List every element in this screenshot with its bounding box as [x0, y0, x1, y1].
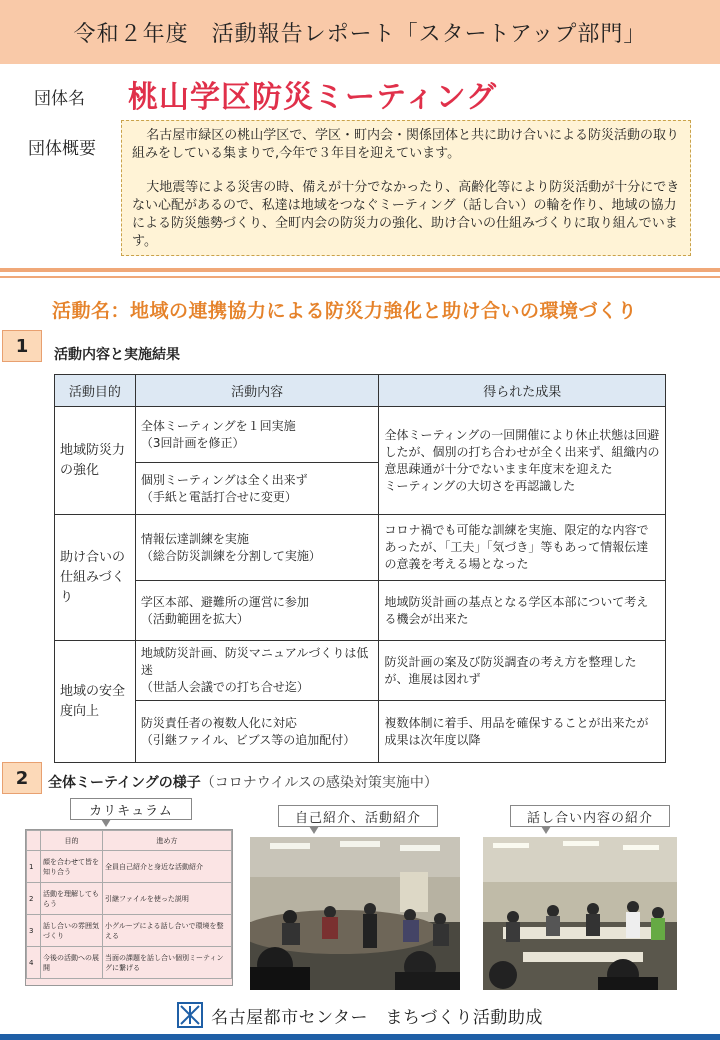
curriculum-num: 2 [27, 883, 41, 915]
curriculum-caption: カリキュラム [70, 798, 192, 820]
overview-paragraph: 大地震等による災害の時、備えが十分でなかったり、高齢化等により防災活動が十分にできない心配があるので、私達は地域をつなぐミーティング（話し合い）の輪を作り、地域の協力による防災態勢づくり、全町内会の防災力の強化、助け合いの仕組みづくりに取り組んでいます。 [132, 180, 680, 249]
section-number: 2 [2, 762, 42, 794]
curriculum-method: 全員自己紹介と身近な活動紹介 [103, 851, 232, 883]
curriculum-num: 4 [27, 947, 41, 979]
section-number: 1 [2, 330, 42, 362]
content-cell: 防災責任者の複数人化に対応 （引継ファイル、ビブス等の追加配付） [135, 701, 379, 763]
column-header: 得られた成果 [379, 375, 666, 407]
org-overview-box [121, 120, 691, 256]
curriculum-table [25, 829, 233, 986]
header-banner [0, 0, 720, 64]
purpose-cell: 助け合いの仕組みづくり [55, 515, 136, 641]
nagoya-urban-institute-logo-icon [177, 1002, 203, 1028]
table-row [55, 641, 666, 701]
curriculum-goal: 話し合いの雰囲気づくり [41, 915, 103, 947]
curriculum-method: 小グループによる話し合いで環境を整える [103, 915, 232, 947]
curriculum-goal: 顔を合わせて皆を知り合う [41, 851, 103, 883]
column-header: 活動内容 [135, 375, 379, 407]
org-name: 桃山学区防災ミーティング [128, 80, 497, 115]
content-cell: 学区本部、避難所の運営に参加 （活動範囲を拡大） [135, 581, 379, 641]
table-row [55, 407, 666, 463]
result-cell: コロナ禍でも可能な訓練を実施、限定的な内容であったが、「工夫」「気づき」等もあって情報伝達の意義を考える場となった [379, 515, 666, 581]
curriculum-header: 目的 [41, 831, 103, 851]
column-header: 活動目的 [55, 375, 136, 407]
content-cell: 情報伝達訓練を実施 （総合防災訓練を分割して実施） [135, 515, 379, 581]
result-cell: 全体ミーティングの一回開催により休止状態は回避したが、個別の打ち合わせが全く出来ず、組織内の意思疎通が十分でないまま年度末を迎えた ミーティングの大切さを再認識した [379, 407, 666, 515]
section-title: 活動内容と実施結果 [54, 347, 180, 363]
curriculum-header: 進め方 [103, 831, 232, 851]
curriculum-num: 1 [27, 851, 41, 883]
footer-bar [0, 1034, 720, 1040]
discussion-caption: 話し合い内容の紹介 [510, 805, 670, 827]
section-title-text: 全体ミーテイングの様子 [48, 775, 201, 791]
curriculum-method: 引継ファイルを使った説明 [103, 883, 232, 915]
curriculum-row [27, 851, 232, 883]
self-intro-caption: 自己紹介、活動紹介 [278, 805, 438, 827]
curriculum-row [27, 947, 232, 979]
table-header-row [55, 375, 666, 407]
curriculum-row [27, 883, 232, 915]
table-row [55, 701, 666, 763]
curriculum-row [27, 915, 232, 947]
org-name-label: 団体名 [34, 89, 85, 109]
curriculum-method: 当面の課題を話し合い個別ミーティングに繋げる [103, 947, 232, 979]
meeting-photo-self-intro [250, 837, 460, 990]
purpose-cell: 地域の安全度向上 [55, 641, 136, 763]
results-table [54, 374, 666, 763]
activity-name: 活動名：地域の連携協力による防災力強化と助け合いの環境づくり [52, 300, 638, 322]
curriculum-num: 3 [27, 915, 41, 947]
table-row [55, 515, 666, 581]
content-cell: 全体ミーティングを１回実施 （3回計画を修正） [135, 407, 379, 463]
meeting-photo-discussion [483, 837, 677, 990]
page-title: 令和２年度 活動報告レポート「スタートアップ部門」 [73, 21, 647, 47]
divider [0, 268, 720, 272]
curriculum-goal: 活動を理解してもらう [41, 883, 103, 915]
table-row [55, 581, 666, 641]
result-cell: 地域防災計画の基点となる学区本部について考える機会が出来た [379, 581, 666, 641]
section-title [48, 772, 438, 792]
result-cell: 防災計画の案及び防災調査の考え方を整理したが、進展は図れず [379, 641, 666, 701]
section-subtitle: （コロナウイルスの感染対策実施中） [200, 775, 438, 791]
purpose-cell: 地域防災力の強化 [55, 407, 136, 515]
content-cell: 個別ミーティングは全く出来ず （手紙と電話打合せに変更） [135, 463, 379, 515]
footer-text: 名古屋都市センター まちづくり活動助成 [211, 1007, 543, 1028]
org-overview-label: 団体概要 [28, 139, 96, 159]
content-cell: 地域防災計画、防災マニュアルづくりは低迷 （世話人会議での打ち合せ迄） [135, 641, 379, 701]
curriculum-goal: 今後の活動への展開 [41, 947, 103, 979]
overview-paragraph: 名古屋市緑区の桃山学区で、学区・町内会・関係団体と共に助け合いによる防災活動の取り組みをしている集まりで,今年で３年目を迎えています。 [132, 128, 680, 161]
footer [0, 998, 720, 1032]
result-cell: 複数体制に着手、用品を確保することが出来たが成果は次年度以降 [379, 701, 666, 763]
divider [0, 276, 720, 278]
